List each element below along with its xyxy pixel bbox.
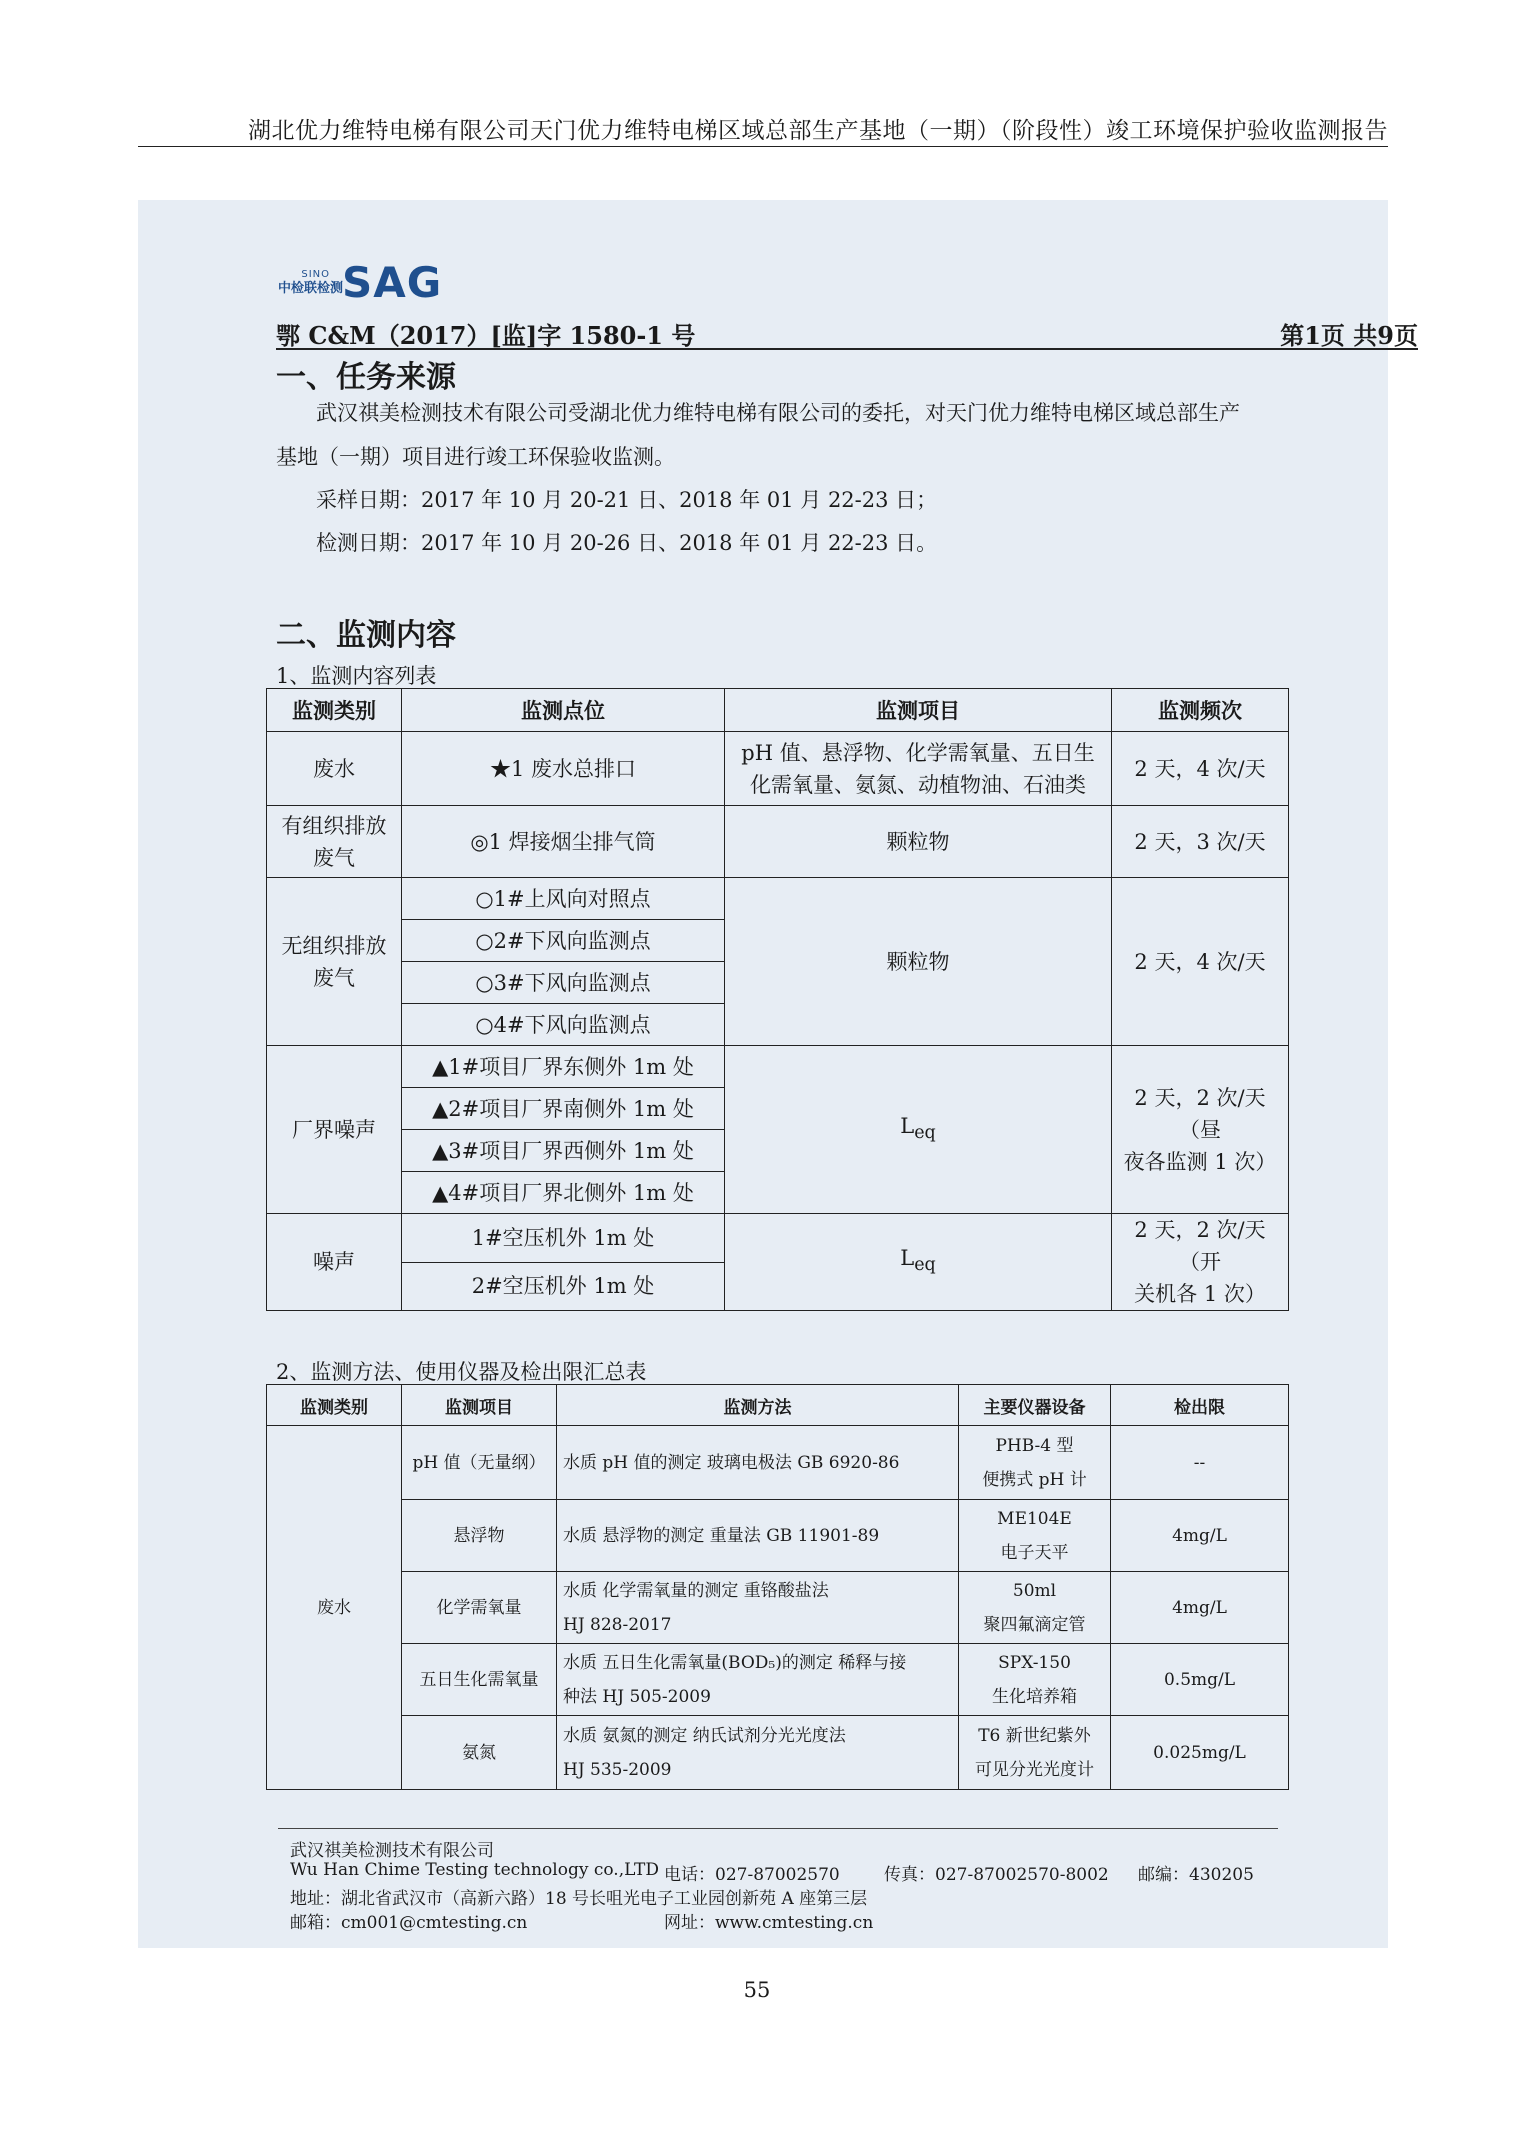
footer-company-cn: 武汉祺美检测技术有限公司 [290, 1841, 494, 1861]
item-cell: 悬浮物 [402, 1500, 557, 1572]
leq-sub: eq [914, 1123, 936, 1144]
table-row [267, 1716, 1289, 1790]
table1-caption: 1、监测内容列表 [276, 664, 437, 688]
table-header: 监测方法 [557, 1385, 959, 1426]
cat-line: 废气 [313, 845, 355, 870]
cat-line: 无组织排放 [281, 933, 387, 958]
inst-line: ME104E [997, 1508, 1072, 1529]
method-cell: 水质 pH 值的测定 玻璃电极法 GB 6920-86 [557, 1426, 959, 1500]
cat-line: 有组织排放 [281, 813, 387, 838]
limit-cell: 4mg/L [1111, 1572, 1289, 1644]
method-line: 水质 化学需氧量的测定 重铬酸盐法 [563, 1580, 829, 1601]
category-cell: 噪声 [267, 1214, 402, 1311]
footer-rule [278, 1828, 1278, 1829]
frequency-cell: 2 天，4 次/天 [1112, 878, 1289, 1046]
point-cell: 2#空压机外 1m 处 [402, 1262, 725, 1311]
point-cell: ▲1#项目厂界东侧外 1m 处 [402, 1046, 725, 1088]
inst-line: 便携式 pH 计 [982, 1469, 1087, 1490]
frequency-cell [1112, 1046, 1289, 1214]
method-cell [557, 1644, 959, 1716]
method-line: HJ 828-2017 [563, 1614, 672, 1635]
inst-line: SPX-150 [998, 1652, 1071, 1673]
item-cell: 化学需氧量 [402, 1572, 557, 1644]
inst-line: T6 新世纪紫外 [978, 1725, 1091, 1746]
inst-line: 可见分光光度计 [975, 1759, 1094, 1780]
point-cell: ○3#下风向监测点 [402, 962, 725, 1004]
table-header: 监测类别 [267, 689, 402, 732]
category-cell [267, 878, 402, 1046]
table-row [267, 1046, 1289, 1088]
item-cell: 颗粒物 [725, 878, 1112, 1046]
table-row [267, 1426, 1289, 1500]
inst-line: 50ml [1012, 1580, 1057, 1601]
frequency-cell [1112, 1214, 1289, 1311]
table-row [267, 732, 1289, 806]
limit-cell: -- [1111, 1426, 1289, 1500]
category-cell: 厂界噪声 [267, 1046, 402, 1214]
item-line: pH 值、悬浮物、化学需氧量、五日生 [741, 740, 1095, 765]
method-line: 水质 氨氮的测定 纳氏试剂分光光度法 [563, 1725, 846, 1746]
section1-para-line2: 基地（一期）项目进行竣工环保验收监测。 [276, 445, 675, 469]
point-cell: ▲3#项目厂界西侧外 1m 处 [402, 1130, 725, 1172]
item-cell [725, 732, 1112, 806]
section-title-2: 二、监测内容 [276, 618, 456, 653]
method-summary-table [266, 1384, 1289, 1790]
table-row [267, 1214, 1289, 1263]
footer-website: 网址：www.cmtesting.cn [664, 1913, 874, 1933]
logo-cn: 中检联检测 [278, 281, 344, 296]
freq-line: 关机各 1 次） [1134, 1282, 1266, 1306]
item-cell [725, 1046, 1112, 1214]
point-cell: 1#空压机外 1m 处 [402, 1214, 725, 1263]
method-cell: 水质 悬浮物的测定 重量法 GB 11901-89 [557, 1500, 959, 1572]
report-number-row [276, 314, 1418, 350]
table-header: 主要仪器设备 [959, 1385, 1111, 1426]
table-header-row [267, 1385, 1289, 1426]
inst-line: 生化培养箱 [992, 1686, 1077, 1707]
item-cell: 颗粒物 [725, 806, 1112, 878]
table-header: 监测点位 [402, 689, 725, 732]
instrument-cell [959, 1572, 1111, 1644]
sampling-date: 采样日期：2017 年 10 月 20-21 日、2018 年 01 月 22-23 日； [316, 488, 938, 512]
table-row [267, 1644, 1289, 1716]
freq-line: 夜各监测 1 次） [1123, 1149, 1277, 1174]
inst-line: PHB-4 型 [995, 1435, 1074, 1456]
footer-address: 地址：湖北省武汉市（高新六路）18 号长咀光电子工业园创新苑 A 座第三层 [290, 1889, 868, 1909]
report-number: 鄂 C&M（2017）[监]字 1580-1 号 [276, 321, 696, 350]
method-cell [557, 1716, 959, 1790]
monitoring-content-table [266, 688, 1289, 1311]
table-row [267, 806, 1289, 878]
item-cell: pH 值（无量纲） [402, 1426, 557, 1500]
frequency-cell: 2 天，3 次/天 [1112, 806, 1289, 878]
limit-cell: 4mg/L [1111, 1500, 1289, 1572]
method-line: HJ 535-2009 [563, 1759, 672, 1780]
item-line: 化需氧量、氨氮、动植物油、石油类 [750, 772, 1086, 797]
logo-small-text [278, 268, 343, 296]
header-rule [138, 146, 1388, 147]
method-line: 水质 五日生化需氧量(BOD₅)的测定 稀释与接 [563, 1652, 907, 1673]
point-cell: ▲4#项目厂界北侧外 1m 处 [402, 1172, 725, 1214]
instrument-cell [959, 1500, 1111, 1572]
instrument-cell [959, 1644, 1111, 1716]
table-header-row [267, 689, 1289, 732]
leq-main: L [900, 1246, 915, 1271]
sag-logo [278, 260, 458, 310]
category-cell [267, 806, 402, 878]
logo-sino: SINO [301, 269, 330, 280]
table-header: 检出限 [1111, 1385, 1289, 1426]
page-indicator: 第1页 共9页 [1280, 321, 1418, 350]
table-row [267, 1500, 1289, 1572]
table-header: 监测类别 [267, 1385, 402, 1426]
method-cell [557, 1572, 959, 1644]
running-header: 湖北优力维特电梯有限公司天门优力维特电梯区域总部生产基地（一期）（阶段性）竣工环境保护验收监测报告 [248, 118, 1388, 144]
point-cell: ○2#下风向监测点 [402, 920, 725, 962]
table-header: 监测项目 [725, 689, 1112, 732]
testing-date: 检测日期：2017 年 10 月 20-26 日、2018 年 01 月 22-23 日。 [316, 531, 938, 555]
method-line: 种法 HJ 505-2009 [563, 1686, 711, 1707]
point-cell: ◎1 焊接烟尘排气筒 [402, 806, 725, 878]
item-cell: 氨氮 [402, 1716, 557, 1790]
table-row [267, 1572, 1289, 1644]
leq-main: L [900, 1113, 915, 1138]
section1-para-line1: 武汉祺美检测技术有限公司受湖北优力维特电梯有限公司的委托，对天门优力维特电梯区域总部生产 [316, 401, 1240, 425]
table2-caption: 2、监测方法、使用仪器及检出限汇总表 [276, 1360, 647, 1384]
point-cell: ▲2#项目厂界南侧外 1m 处 [402, 1088, 725, 1130]
freq-line: 2 天，2 次/天（昼 [1134, 1085, 1266, 1142]
limit-cell: 0.025mg/L [1111, 1716, 1289, 1790]
inst-line: 聚四氟滴定管 [983, 1614, 1086, 1635]
footer-postcode: 邮编：430205 [1138, 1865, 1254, 1885]
table-header: 监测频次 [1112, 689, 1289, 732]
cat-line: 废气 [313, 965, 355, 990]
point-cell: ○4#下风向监测点 [402, 1004, 725, 1046]
item-cell: 五日生化需氧量 [402, 1644, 557, 1716]
inst-line: 电子天平 [1000, 1542, 1069, 1563]
limit-cell: 0.5mg/L [1111, 1644, 1289, 1716]
page-number: 55 [743, 1978, 771, 2002]
footer-phone: 电话：027-87002570 [664, 1865, 840, 1885]
instrument-cell [959, 1426, 1111, 1500]
footer-fax: 传真：027-87002570-8002 [884, 1865, 1109, 1885]
footer-email: 邮箱：cm001@cmtesting.cn [290, 1913, 528, 1933]
category-cell: 废水 [267, 1426, 402, 1790]
frequency-cell: 2 天，4 次/天 [1112, 732, 1289, 806]
logo-sag: SAG [342, 258, 443, 307]
report-sheet [138, 200, 1418, 1948]
item-cell [725, 1214, 1112, 1311]
point-cell: ○1#上风向对照点 [402, 878, 725, 920]
leq-sub: eq [914, 1255, 936, 1276]
category-cell: 废水 [267, 732, 402, 806]
freq-line: 2 天，2 次/天（开 [1134, 1218, 1266, 1274]
instrument-cell [959, 1716, 1111, 1790]
section-title-1: 一、任务来源 [276, 360, 456, 395]
table-row [267, 878, 1289, 920]
table-header: 监测项目 [402, 1385, 557, 1426]
footer-company-en: Wu Han Chime Testing technology co.,LTD [290, 1860, 659, 1880]
point-cell: ★1 废水总排口 [402, 732, 725, 806]
